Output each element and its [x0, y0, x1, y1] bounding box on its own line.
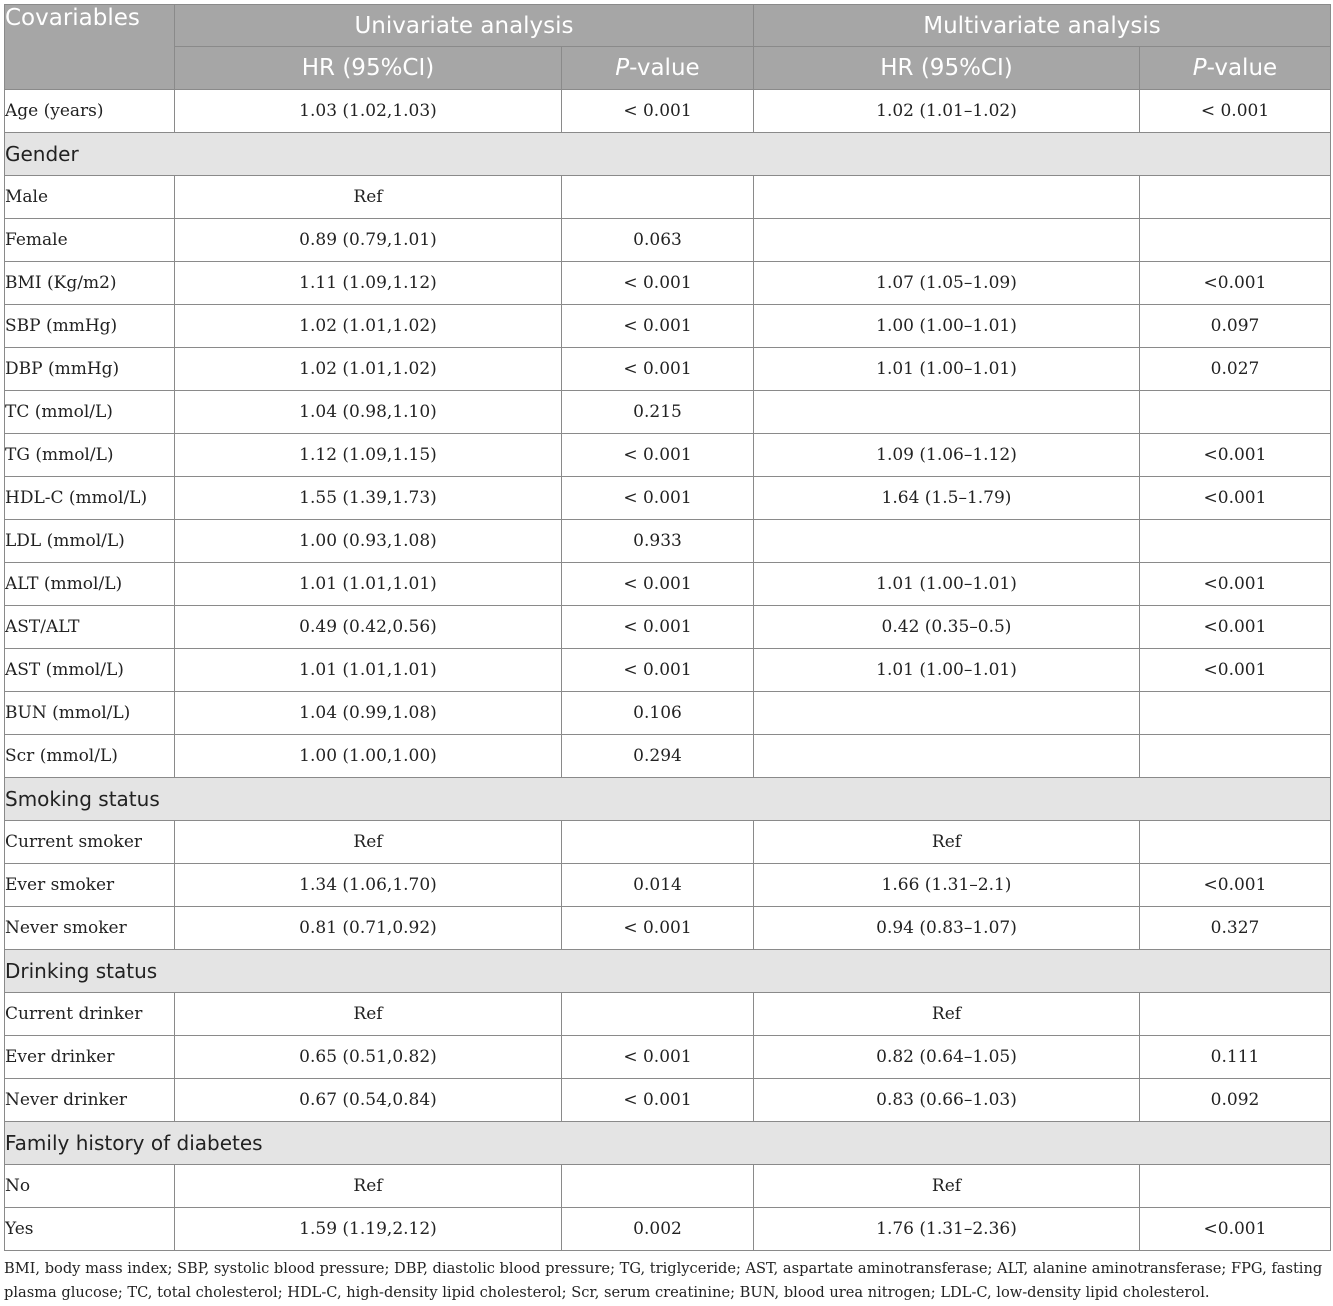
- uni-p-cell: < 0.001: [562, 1079, 754, 1122]
- multi-p-cell: <0.001: [1140, 1208, 1331, 1251]
- uni-p-cell: < 0.001: [562, 563, 754, 606]
- uni-hr-cell: 1.00 (0.93,1.08): [175, 520, 562, 563]
- uni-hr-cell: 1.04 (0.99,1.08): [175, 692, 562, 735]
- covariable-cell: TC (mmol/L): [5, 391, 175, 434]
- header-row-2: [5, 47, 1331, 90]
- covariable-cell: Scr (mmol/L): [5, 735, 175, 778]
- table-row: [5, 907, 1331, 950]
- table-row: [5, 735, 1331, 778]
- uni-hr-cell: 1.04 (0.98,1.10): [175, 391, 562, 434]
- covariable-cell: Age (years): [5, 90, 175, 133]
- multi-hr-cell: 0.83 (0.66–1.03): [754, 1079, 1140, 1122]
- uni-p-cell: [562, 1165, 754, 1208]
- uni-hr-cell: Ref: [175, 993, 562, 1036]
- covariables-header: Covariables: [5, 5, 175, 90]
- table-row: [5, 1208, 1331, 1251]
- multi-hr-cell: 1.09 (1.06–1.12): [754, 434, 1140, 477]
- table-row: [5, 219, 1331, 262]
- multi-hr-cell: 1.01 (1.00–1.01): [754, 563, 1140, 606]
- multi-p-cell: [1140, 735, 1331, 778]
- group-row: [5, 778, 1331, 821]
- covariable-cell: AST/ALT: [5, 606, 175, 649]
- multi-p-cell: 0.097: [1140, 305, 1331, 348]
- covariable-cell: Ever smoker: [5, 864, 175, 907]
- multi-p-cell: <0.001: [1140, 864, 1331, 907]
- uni-hr-cell: 1.01 (1.01,1.01): [175, 649, 562, 692]
- uni-p-cell: < 0.001: [562, 907, 754, 950]
- multi-p-cell: 0.092: [1140, 1079, 1331, 1122]
- group-label: Drinking status: [5, 950, 1331, 993]
- multi-hr-cell: 1.00 (1.00–1.01): [754, 305, 1140, 348]
- univariate-header: Univariate analysis: [175, 5, 754, 47]
- multi-hr-cell: [754, 735, 1140, 778]
- multi-p-cell: <0.001: [1140, 477, 1331, 520]
- uni-p-cell: < 0.001: [562, 90, 754, 133]
- table-body: [5, 90, 1331, 1251]
- multi-hr-cell: [754, 692, 1140, 735]
- multi-hr-cell: 0.42 (0.35–0.5): [754, 606, 1140, 649]
- covariable-cell: ALT (mmol/L): [5, 563, 175, 606]
- multi-hr-cell: [754, 219, 1140, 262]
- uni-p-cell: [562, 176, 754, 219]
- table-row: [5, 692, 1331, 735]
- covariable-cell: Never drinker: [5, 1079, 175, 1122]
- uni-p-cell: 0.294: [562, 735, 754, 778]
- uni-hr-cell: 1.59 (1.19,2.12): [175, 1208, 562, 1251]
- table-row: [5, 1079, 1331, 1122]
- group-label: Gender: [5, 133, 1331, 176]
- uni-p-cell: 0.215: [562, 391, 754, 434]
- p-italic: P: [1192, 55, 1207, 81]
- uni-hr-cell: 1.02 (1.01,1.02): [175, 348, 562, 391]
- multi-hr-cell: Ref: [754, 993, 1140, 1036]
- multi-p-cell: <0.001: [1140, 434, 1331, 477]
- uni-p-cell: 0.106: [562, 692, 754, 735]
- uni-hr-cell: 1.00 (1.00,1.00): [175, 735, 562, 778]
- multi-hr-cell: 0.94 (0.83–1.07): [754, 907, 1140, 950]
- uni-p-cell: < 0.001: [562, 434, 754, 477]
- covariable-cell: Male: [5, 176, 175, 219]
- uni-p-cell: < 0.001: [562, 606, 754, 649]
- group-label: Family history of diabetes: [5, 1122, 1331, 1165]
- uni-hr-cell: 0.65 (0.51,0.82): [175, 1036, 562, 1079]
- covariable-cell: Never smoker: [5, 907, 175, 950]
- covariable-cell: No: [5, 1165, 175, 1208]
- covariable-cell: Current drinker: [5, 993, 175, 1036]
- uni-hr-cell: 1.55 (1.39,1.73): [175, 477, 562, 520]
- multi-p-cell: <0.001: [1140, 262, 1331, 305]
- uni-hr-cell: 0.67 (0.54,0.84): [175, 1079, 562, 1122]
- multi-hr-cell: 1.07 (1.05–1.09): [754, 262, 1140, 305]
- uni-p-header: [562, 47, 754, 90]
- covariable-cell: BUN (mmol/L): [5, 692, 175, 735]
- uni-hr-cell: 1.11 (1.09,1.12): [175, 262, 562, 305]
- header-row-1: [5, 5, 1331, 47]
- uni-p-cell: [562, 993, 754, 1036]
- uni-hr-cell: Ref: [175, 821, 562, 864]
- table-row: [5, 262, 1331, 305]
- uni-p-cell: < 0.001: [562, 1036, 754, 1079]
- uni-hr-cell: Ref: [175, 1165, 562, 1208]
- multi-p-cell: 0.027: [1140, 348, 1331, 391]
- multi-p-header: [1140, 47, 1331, 90]
- table-row: [5, 434, 1331, 477]
- table-row: [5, 305, 1331, 348]
- multi-p-cell: [1140, 391, 1331, 434]
- regression-table: [4, 4, 1331, 1251]
- multi-p-cell: [1140, 520, 1331, 563]
- multi-hr-cell: 1.66 (1.31–2.1): [754, 864, 1140, 907]
- table-row: [5, 606, 1331, 649]
- multi-p-cell: [1140, 1165, 1331, 1208]
- multi-p-cell: <0.001: [1140, 563, 1331, 606]
- covariable-cell: DBP (mmHg): [5, 348, 175, 391]
- uni-hr-cell: Ref: [175, 176, 562, 219]
- covariable-cell: HDL-C (mmol/L): [5, 477, 175, 520]
- uni-p-cell: 0.014: [562, 864, 754, 907]
- multi-p-cell: [1140, 993, 1331, 1036]
- multi-p-cell: <0.001: [1140, 606, 1331, 649]
- p-suffix: -value: [629, 55, 700, 81]
- covariable-cell: Ever drinker: [5, 1036, 175, 1079]
- covariable-cell: BMI (Kg/m2): [5, 262, 175, 305]
- uni-hr-cell: 1.02 (1.01,1.02): [175, 305, 562, 348]
- uni-hr-cell: 1.12 (1.09,1.15): [175, 434, 562, 477]
- uni-hr-header: HR (95%CI): [175, 47, 562, 90]
- multi-hr-header: HR (95%CI): [754, 47, 1140, 90]
- group-label: Smoking status: [5, 778, 1331, 821]
- table-row: [5, 864, 1331, 907]
- table-row: [5, 993, 1331, 1036]
- uni-hr-cell: 1.03 (1.02,1.03): [175, 90, 562, 133]
- multivariate-header: Multivariate analysis: [754, 5, 1331, 47]
- group-row: [5, 950, 1331, 993]
- multi-p-cell: [1140, 219, 1331, 262]
- multi-hr-cell: [754, 520, 1140, 563]
- uni-p-cell: 0.002: [562, 1208, 754, 1251]
- multi-hr-cell: 0.82 (0.64–1.05): [754, 1036, 1140, 1079]
- multi-p-cell: [1140, 692, 1331, 735]
- covariable-cell: AST (mmol/L): [5, 649, 175, 692]
- multi-hr-cell: Ref: [754, 821, 1140, 864]
- multi-p-cell: 0.327: [1140, 907, 1331, 950]
- multi-hr-cell: [754, 391, 1140, 434]
- table-row: [5, 176, 1331, 219]
- multi-hr-cell: 1.02 (1.01–1.02): [754, 90, 1140, 133]
- table-row: [5, 477, 1331, 520]
- covariable-cell: TG (mmol/L): [5, 434, 175, 477]
- uni-hr-cell: 0.49 (0.42,0.56): [175, 606, 562, 649]
- table-row: [5, 563, 1331, 606]
- uni-p-cell: [562, 821, 754, 864]
- group-row: [5, 133, 1331, 176]
- table-row: [5, 391, 1331, 434]
- table-row: [5, 821, 1331, 864]
- table-row: [5, 649, 1331, 692]
- uni-p-cell: < 0.001: [562, 649, 754, 692]
- uni-hr-cell: 0.81 (0.71,0.92): [175, 907, 562, 950]
- multi-p-cell: < 0.001: [1140, 90, 1331, 133]
- multi-hr-cell: Ref: [754, 1165, 1140, 1208]
- covariable-cell: LDL (mmol/L): [5, 520, 175, 563]
- table-row: [5, 1036, 1331, 1079]
- uni-hr-cell: 1.34 (1.06,1.70): [175, 864, 562, 907]
- multi-p-cell: [1140, 176, 1331, 219]
- uni-p-cell: < 0.001: [562, 262, 754, 305]
- multi-hr-cell: 1.76 (1.31–2.36): [754, 1208, 1140, 1251]
- covariable-cell: Yes: [5, 1208, 175, 1251]
- table-row: [5, 90, 1331, 133]
- multi-hr-cell: [754, 176, 1140, 219]
- uni-hr-cell: 0.89 (0.79,1.01): [175, 219, 562, 262]
- uni-p-cell: < 0.001: [562, 477, 754, 520]
- multi-p-cell: 0.111: [1140, 1036, 1331, 1079]
- multi-hr-cell: 1.01 (1.00–1.01): [754, 348, 1140, 391]
- multi-p-cell: [1140, 821, 1331, 864]
- uni-p-cell: < 0.001: [562, 348, 754, 391]
- multi-hr-cell: 1.64 (1.5–1.79): [754, 477, 1140, 520]
- uni-p-cell: 0.063: [562, 219, 754, 262]
- p-italic: P: [615, 55, 630, 81]
- uni-hr-cell: 1.01 (1.01,1.01): [175, 563, 562, 606]
- group-row: [5, 1122, 1331, 1165]
- table-footnote: BMI, body mass index; SBP, systolic blood pressure; DBP, diastolic blood pressure; TG, triglyceride; AST, aspartate aminotransferase; ALT, alanine aminotransferase; FPG, fasting plasma glucose; TC, total cholesterol; HDL-C, high-density lipid cholesterol; Scr, serum creatinine; BUN, blood urea nitrogen; LDL-C, low-density lipid cholesterol.: [4, 1260, 1323, 1301]
- multi-p-cell: <0.001: [1140, 649, 1331, 692]
- uni-p-cell: < 0.001: [562, 305, 754, 348]
- multi-hr-cell: 1.01 (1.00–1.01): [754, 649, 1140, 692]
- p-suffix: -value: [1206, 55, 1278, 81]
- covariable-cell: SBP (mmHg): [5, 305, 175, 348]
- table-row: [5, 520, 1331, 563]
- table-row: [5, 348, 1331, 391]
- table-row: [5, 1165, 1331, 1208]
- covariable-cell: Current smoker: [5, 821, 175, 864]
- covariable-cell: Female: [5, 219, 175, 262]
- uni-p-cell: 0.933: [562, 520, 754, 563]
